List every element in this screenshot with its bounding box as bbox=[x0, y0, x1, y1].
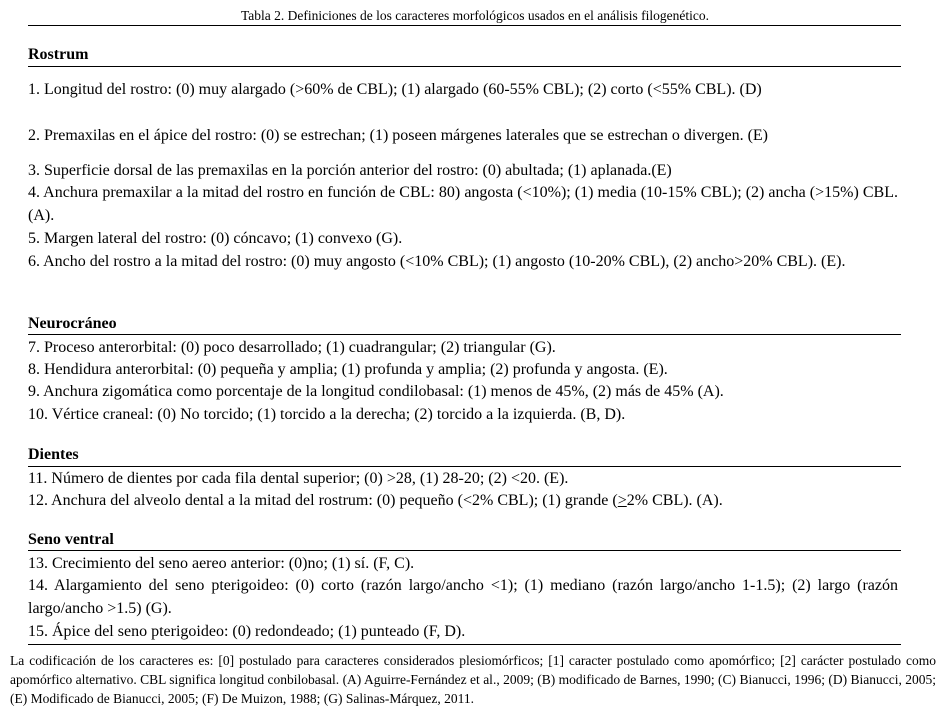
character-7: 7. Proceso anterorbital: (0) poco desarrollado; (1) cuadrangular; (2) triangular (G). bbox=[28, 339, 556, 356]
character-4: 4. Anchura premaxilar a la mitad del rostro en función de CBL: 80) angosta (<10%); (1) media (10-15% CBL); (2) ancha (>15%) CBL. (A). bbox=[28, 184, 898, 224]
section-title-neurocraneo: Neurocráneo bbox=[28, 315, 117, 332]
character-11: 11. Número de dientes por cada fila dental superior; (0) >28, (1) 28-20; (2) <20. (E). bbox=[28, 470, 569, 487]
table-caption: Tabla 2. Definiciones de los caracteres morfológicos usados en el análisis filogenético. bbox=[240, 8, 710, 23]
section-rule-seno-ventral bbox=[28, 550, 901, 551]
section-title-seno-ventral: Seno ventral bbox=[28, 531, 114, 548]
character-13: 13. Crecimiento del seno aereo anterior: (0)no; (1) sí. (F, C). bbox=[28, 555, 415, 572]
table-bottom-rule bbox=[28, 644, 901, 645]
character-10: 10. Vértice craneal: (0) No torcido; (1) torcido a la derecha; (2) torcido a la izquierda. (B, D). bbox=[28, 406, 626, 423]
character-5: 5. Margen lateral del rostro: (0) cóncavo; (1) convexo (G). bbox=[28, 230, 403, 247]
section-title-rostrum: Rostrum bbox=[28, 46, 89, 63]
character-14: 14. Alargamiento del seno pterigoideo: (0) corto (razón largo/ancho <1); (1) mediano (razón largo/ancho 1-1.5); (2) largo (razón largo/ancho >1.5) (G). bbox=[28, 577, 898, 617]
character-12-text-b: 2% CBL). (A). bbox=[626, 492, 723, 509]
character-12 bbox=[28, 490, 898, 513]
section-rule-rostrum bbox=[28, 66, 901, 67]
character-9: 9. Anchura zigomática como porcentaje de la longitud condilobasal: (1) menos de 45%, (2) más de 45% (A). bbox=[28, 383, 724, 400]
section-rule-dientes bbox=[28, 466, 901, 467]
character-12-symbol: > bbox=[617, 492, 627, 509]
character-8: 8. Hendidura anterorbital: (0) pequeña y amplia; (1) profunda y amplia; (2) profunda y angosta. (E). bbox=[28, 361, 668, 378]
character-6: 6. Ancho del rostro a la mitad del rostro: (0) muy angosto (<10% CBL); (1) angosto (10-20% CBL), (2) ancho>20% CBL). (E). bbox=[28, 253, 846, 270]
character-1: 1. Longitud del rostro: (0) muy alargado (>60% de CBL); (1) alargado (60-55% CBL); (2) corto (<55% CBL). (D) bbox=[28, 81, 762, 98]
character-3: 3. Superficie dorsal de las premaxilas en la porción anterior del rostro: (0) abultada; (1) aplanada.(E) bbox=[28, 162, 672, 179]
character-12-text-a: 12. Anchura del alveolo dental a la mitad del rostrum: (0) pequeño (<2% CBL); (1) grande ( bbox=[28, 492, 618, 509]
table-top-rule bbox=[28, 25, 901, 26]
character-15: 15. Ápice del seno pterigoideo: (0) redondeado; (1) punteado (F, D). bbox=[28, 623, 466, 640]
character-2: 2. Premaxilas en el ápice del rostro: (0) se estrechan; (1) poseen márgenes laterales que se estrechan o divergen. (E) bbox=[28, 127, 768, 144]
section-rule-neurocraneo bbox=[28, 334, 901, 335]
table-footnote: La codificación de los caracteres es: [0] postulado para caracteres considerados plesiomórficos; [1] caracter postulado como apomórfico; [2] carácter postulado como apomórfico alternativo. CBL significa longitud conbilobasal. (A) Aguirre-Fernández et al., 2009; (B) modificado de Barnes, 1990; (C) Bianucci, 1996; (D) Bianucci, 2005; (E) Modificado de Bianucci, 2005; (F) De Muizon, 1988; (G) Salinas-Márquez, 2011. bbox=[10, 653, 936, 706]
section-title-dientes: Dientes bbox=[28, 446, 79, 463]
